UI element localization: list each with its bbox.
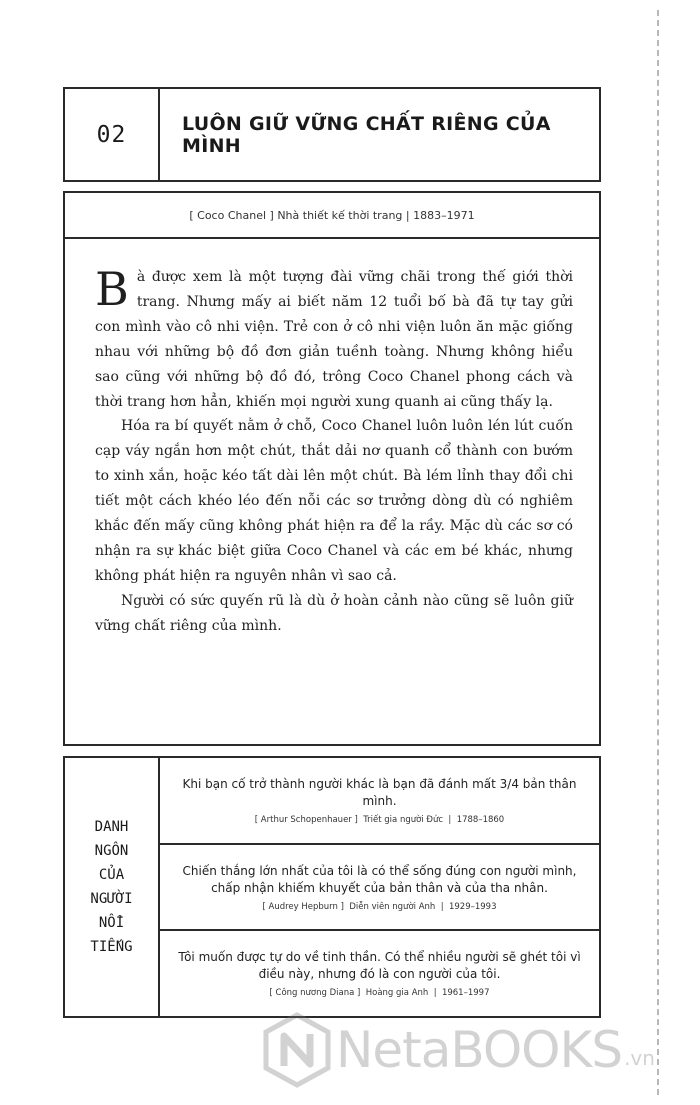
quote-source: [ Arthur Schopenhauer ] Triết gia người Đức | 1788–1860	[254, 814, 505, 825]
person-name: [ Coco Chanel ]	[189, 208, 274, 222]
quote-text: Chiến thắng lớn nhất của tôi là có thể sống đúng con người mình, chấp nhận khiếm khuyết của bản thân và của tha nhân.	[182, 863, 577, 895]
quotes-label-line: NGƯỜI	[90, 891, 133, 907]
watermark-text: NetaBOOKS	[336, 1021, 623, 1079]
meta-separator: |	[405, 208, 410, 222]
quotes-label-line: CỦA	[98, 867, 125, 883]
drop-cap: B	[95, 262, 129, 316]
chapter-number: 02	[65, 89, 160, 180]
person-years: 1883–1971	[413, 208, 475, 222]
quote-text: Khi bạn cố trở thành người khác là bạn đã đánh mất 3/4 bản thân mình.	[182, 776, 577, 808]
story-body	[63, 237, 601, 746]
paragraph-1	[95, 262, 573, 414]
quotes-label-line: TIẾNG	[90, 939, 133, 955]
chapter-header	[63, 87, 601, 182]
quotes-label-line: DANH	[94, 819, 129, 835]
chapter-title: LUÔN GIỮ VỮNG CHẤT RIÊNG CỦA MÌNH	[182, 112, 551, 157]
paragraph-2: Hóa ra bí quyết nằm ở chỗ, Coco Chanel luôn luôn lén lút cuốn cạp váy ngắn hơn một chút, thắt dải nơ quanh cổ thành con bướm to xinh xắn, hoặc kéo tất dài lên một chút. Bà lém lỉnh thay đổi chi tiết một cách khéo léo đến nỗi các sơ trưởng dòng dù có nghiêm khắc đến mấy cũng không phát hiện ra để la rầy. Mặc dù các sơ có nhận ra sự khác biệt giữa Coco Chanel và các em bé khác, nhưng không phát hiện ra nguyên nhân vì sao cả.	[95, 418, 573, 584]
watermark	[262, 1012, 655, 1088]
quote-text: Tôi muốn được tự do về tinh thần. Có thể nhiều người sẽ ghét tôi vì điều này, nhưng đó là con người của tôi.	[178, 950, 581, 982]
quote-item	[160, 758, 599, 843]
watermark-suffix: .vn	[624, 1046, 655, 1070]
quote-item	[160, 929, 599, 1016]
quotes-list	[160, 758, 599, 1016]
person-meta	[63, 191, 601, 239]
netabooks-logo-icon	[262, 1012, 332, 1088]
quotes-label	[65, 758, 160, 1016]
paragraph-3: Người có sức quyến rũ là dù ở hoàn cảnh nào cũng sẽ luôn giữ vững chất riêng của mình.	[95, 592, 573, 634]
cut-line	[657, 10, 659, 1095]
quote-item	[160, 843, 599, 930]
quotes-label-line: NỔI	[98, 915, 125, 931]
quotes-label-line: NGÔN	[94, 843, 129, 859]
paragraph-1-text: à được xem là một tượng đài vững chãi trong thế giới thời trang. Nhưng mấy ai biết năm 12 tuổi bố bà đã tự tay gửi con mình vào cô nhi viện. Trẻ con ở cô nhi viện luôn ăn mặc giống nhau với những bộ đồ đơn giản tuềnh toàng. Nhưng không hiểu sao cũng với những bộ đồ đó, trông Coco Chanel phong cách và thời trang hơn hẳn, khiến mọi người xung quanh ai cũng thấy lạ.	[95, 269, 573, 410]
quote-source: [ Công nương Diana ] Hoàng gia Anh | 1961–1997	[269, 988, 490, 999]
famous-quotes	[63, 756, 601, 1018]
person-role: Nhà thiết kế thời trang	[277, 208, 403, 222]
quote-source: [ Audrey Hepburn ] Diễn viên người Anh | 1929–1993	[262, 901, 497, 912]
